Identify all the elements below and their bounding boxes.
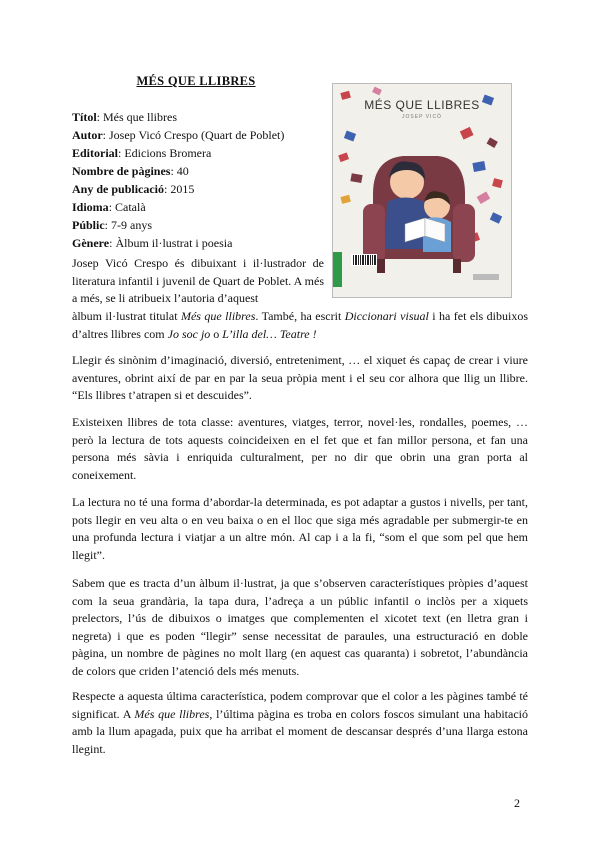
paragraph-author-works: àlbum il·lustrat titulat Més que llibres. També, ha escrit Diccionari visual i ha fet els dibuixos d’altres llibres com Jo soc jo o L’illa del… Teatre ! — [72, 309, 529, 341]
cover-title: MÉS QUE LLIBRES — [364, 98, 480, 112]
paragraph-color-meaning: Respecte a aquesta última característica, podem comprovar que el color a les pàgines també té significat. A Més que llibres, l’última pàgina es troba en colors foscos simulant una habitació amb la llum apagada, puix que ha arribat el moment de descansar després d’una llarga estona llegint. — [72, 689, 528, 756]
meta-row-publisher: Editorial: Edicions Bromera — [72, 146, 212, 160]
meta-row-title: Títol: Més que llibres — [72, 110, 177, 124]
meta-row-pages: Nombre de pàgines: 40 — [72, 164, 189, 178]
paragraph-reading-forms: La lectura no té una forma d’abordar-la determinada, es pot adaptar a gustos i nivells, per tant, pots llegir en veu alta o en veu baixa o en el lloc que siga més agradable per submergir-te en una profunda lectura i viatjar a un altre món. Al cap i a la fi, “som el que som pel que hem llegit”. — [72, 495, 528, 562]
paragraph-book-types: Existeixen llibres de tota classe: aventures, viatges, terror, novel·les, rondalles, poemes, … però la lectura de tots aquests coincideixen en el fet que et fan millor persona, et fan una persona més sàvia i enriquida culturalment, per no dir que obrin una gran porta al coneixement. — [72, 415, 528, 482]
document-title: MÉS QUE LLIBRES — [136, 74, 256, 88]
book-metadata — [72, 108, 332, 252]
paragraph-author-intro: Josep Vicó Crespo és dibuixant i il·lustrador de literatura infantil i juvenil de Quart de Poblet. A més a més, se li atribueix l’autoria d’aquest — [72, 256, 324, 305]
meta-row-genre: Gènere: Àlbum il·lustrat i poesia — [72, 236, 233, 250]
meta-row-year: Any de publicació: 2015 — [72, 182, 195, 196]
page-number: 2 — [514, 796, 520, 810]
cover-author: JOSEP VICÓ — [402, 114, 442, 120]
meta-row-language: Idioma: Català — [72, 200, 146, 214]
paragraph-picture-book-features: Sabem que es tracta d’un àlbum il·lustrat, ja que s’observen característiques pròpies d’aquest com la seua grandària, la tapa dura, l’adreça a un públic infantil o inclòs per a xiquets prelectors, l’ús de dibuixos o imatges que complementen el xicotet text (en lletra gran i negreta) i que es poden “llegir” sense necessitat de paraules, una estructuració en doble pàgina, un nombre de pàgines no molt llarg (en aquest cas quaranta) i sobretot, l’abundància de colors que criden l’atenció dels més menuts. — [72, 576, 528, 678]
book-cover-image — [332, 83, 512, 298]
meta-row-author: Autor: Josep Vicó Crespo (Quart de Poblet) — [72, 128, 285, 142]
paragraph-reading-imagination: Llegir és sinònim d’imaginació, diversió, entreteniment, … el xiquet és capaç de crear i viure aventures, obrint així de par en par la seua pròpia ment i el seu cor alhora que llig un llibre. “Els llibres t’atrapen si et descuides”. — [72, 353, 528, 402]
meta-row-audience: Públic: 7-9 anys — [72, 218, 152, 232]
